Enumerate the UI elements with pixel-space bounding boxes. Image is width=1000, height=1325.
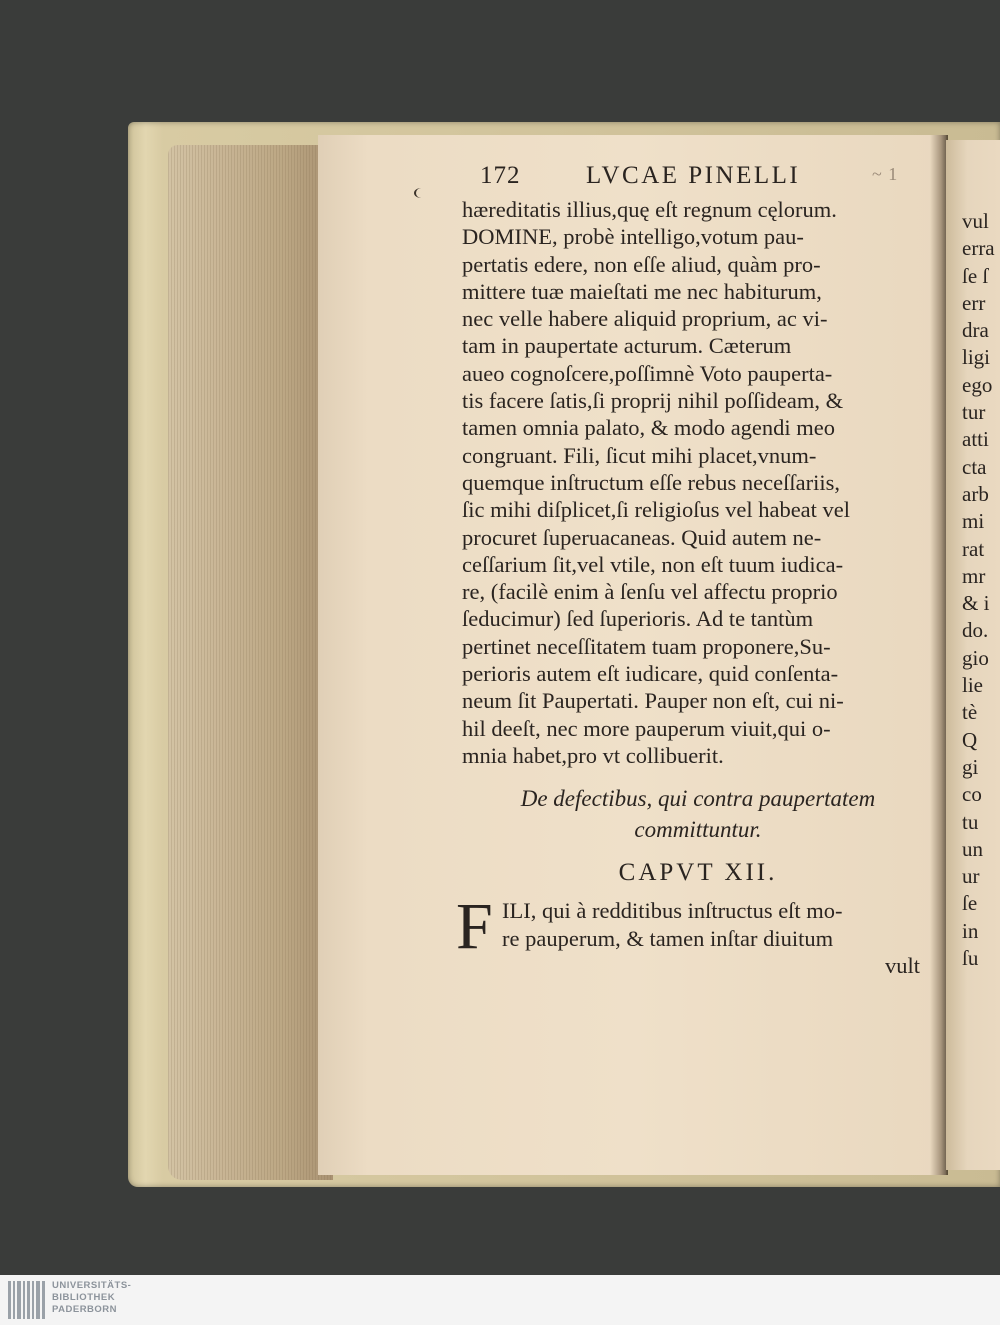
facing-text-line: rat (962, 536, 985, 561)
facing-text-line: lie (962, 673, 983, 698)
facing-text-line: cta (962, 454, 987, 479)
text-line: nec velle habere aliquid proprium, ac vi- (462, 306, 828, 332)
facing-text-line: erra (962, 236, 995, 261)
drop-cap: F (456, 890, 493, 964)
page-text-block (456, 162, 934, 979)
logo-bar (13, 1281, 15, 1319)
running-head: LVCAE PINELLI (586, 162, 801, 189)
chapter-line: re pauperum, & tamen inſtar diuitum (502, 925, 834, 951)
logo-bar (17, 1281, 21, 1319)
facing-text-line: Q (962, 727, 978, 752)
facing-page-text (962, 208, 1000, 972)
text-line: re, (facilè enim à ſenſu vel affectu proprio (462, 579, 838, 605)
facing-text-line: ligi (962, 345, 991, 370)
text-line: aueo cognoſcere,poſſimnè Voto pauperta- (462, 360, 833, 386)
text-line: mittere tuæ maieſtati me nec habiturum, (462, 278, 822, 304)
text-line: congruant. Fili, ſicut mihi placet,vnum- (462, 442, 817, 468)
chapter-heading-line1: De defectibus, qui contra paupertatem (520, 786, 876, 812)
facing-text-line: co (962, 782, 982, 807)
facing-text-line: err (962, 290, 986, 315)
facing-text-line: mi (962, 509, 985, 534)
logo-line: UNIVERSITÄTS- (52, 1280, 132, 1291)
text-line: DOMINE, probè intelligo,votum pau- (462, 224, 804, 250)
facing-text-line: ſe ſ (962, 263, 989, 288)
facing-text-line: un (962, 836, 983, 861)
text-line: hil deeſt, nec more pauperum viuit,qui o- (462, 715, 831, 741)
text-line: hæreditatis illius,quę eſt regnum cęlorum. (462, 197, 837, 222)
logo-bar (36, 1281, 40, 1319)
text-line: perioris autem eſt iudicare, quid conſenta- (462, 661, 839, 687)
worm-hole-mark (414, 188, 428, 198)
body-paragraph (462, 196, 934, 769)
logo-bar (32, 1281, 34, 1319)
logo-bar (8, 1281, 11, 1319)
text-line: neum ſit Paupertati. Pauper non eſt, cui ni- (462, 688, 844, 714)
catchword: vult (884, 952, 920, 978)
facing-text-line: atti (962, 427, 989, 452)
facing-text-line: & i (962, 591, 990, 616)
logo-bar (42, 1281, 45, 1319)
text-line: pertatis edere, non eſſe aliud, quàm pro- (462, 251, 821, 277)
chapter-number: CAPVT XII. (618, 859, 778, 887)
facing-text-line: gio (962, 645, 989, 670)
facing-text-line: arb (962, 481, 989, 506)
facing-text-line: ſu (962, 946, 979, 971)
chapter-heading-line2: committuntur. (634, 817, 762, 843)
text-line: tam in paupertate acturum. Cæterum (462, 333, 792, 359)
chapter-line: ILI, qui à redditibus inſtructus eſt mo- (502, 898, 843, 924)
page-header (462, 162, 934, 196)
facing-text-line: in (962, 918, 979, 943)
text-line: tis facere ſatis,ſi proprij nihil poſſideam, & (462, 388, 844, 414)
facing-text-line: tè (962, 700, 978, 725)
text-line: quemque inſtructum eſſe rebus neceſſariis, (462, 469, 840, 495)
facing-text-line: dra (962, 318, 989, 343)
facing-text-line: ego (962, 372, 993, 397)
text-line: tamen omnia palato, & modo agendi meo (462, 415, 836, 441)
text-line: mnia habet,pro vt collibuerit. (462, 742, 724, 768)
facing-text-line: do. (962, 618, 989, 643)
text-line: ſeducimur) ſed ſuperioris. Ad te tantùm (462, 606, 814, 632)
facing-text-line: vul (962, 209, 989, 233)
facing-text-line: ur (962, 864, 980, 889)
facing-text-line: tu (962, 809, 979, 834)
page-number: 172 (480, 162, 521, 189)
logo-line: BIBLIOTHEK (52, 1292, 116, 1303)
footer-bar (0, 1275, 1000, 1325)
text-line: ceſſarium ſit,vel vtile, non eſt tuum iudica- (462, 551, 844, 577)
text-line: ſic mihi diſplicet,ſi religioſus vel habeat vel (462, 497, 851, 523)
page-edges (168, 145, 333, 1180)
library-barcode-logo-icon (8, 1281, 48, 1319)
chapter-opening (456, 890, 934, 964)
logo-line: PADERBORN (52, 1304, 118, 1315)
facing-text-line: tur (962, 400, 986, 425)
header-mark: ~ 1 (872, 164, 899, 184)
facing-text-line: ſe (962, 891, 978, 916)
facing-text-line: mr (962, 563, 986, 588)
logo-bar (27, 1281, 30, 1319)
text-line: procuret ſuperuacaneas. Quid autem ne- (462, 524, 822, 550)
library-logo-text (52, 1280, 131, 1316)
section-spacer (462, 769, 934, 783)
facing-text-line: gi (962, 754, 979, 779)
logo-bar (23, 1281, 25, 1319)
text-line: pertinet neceſſitatem tuam proponere,Su- (462, 633, 831, 659)
